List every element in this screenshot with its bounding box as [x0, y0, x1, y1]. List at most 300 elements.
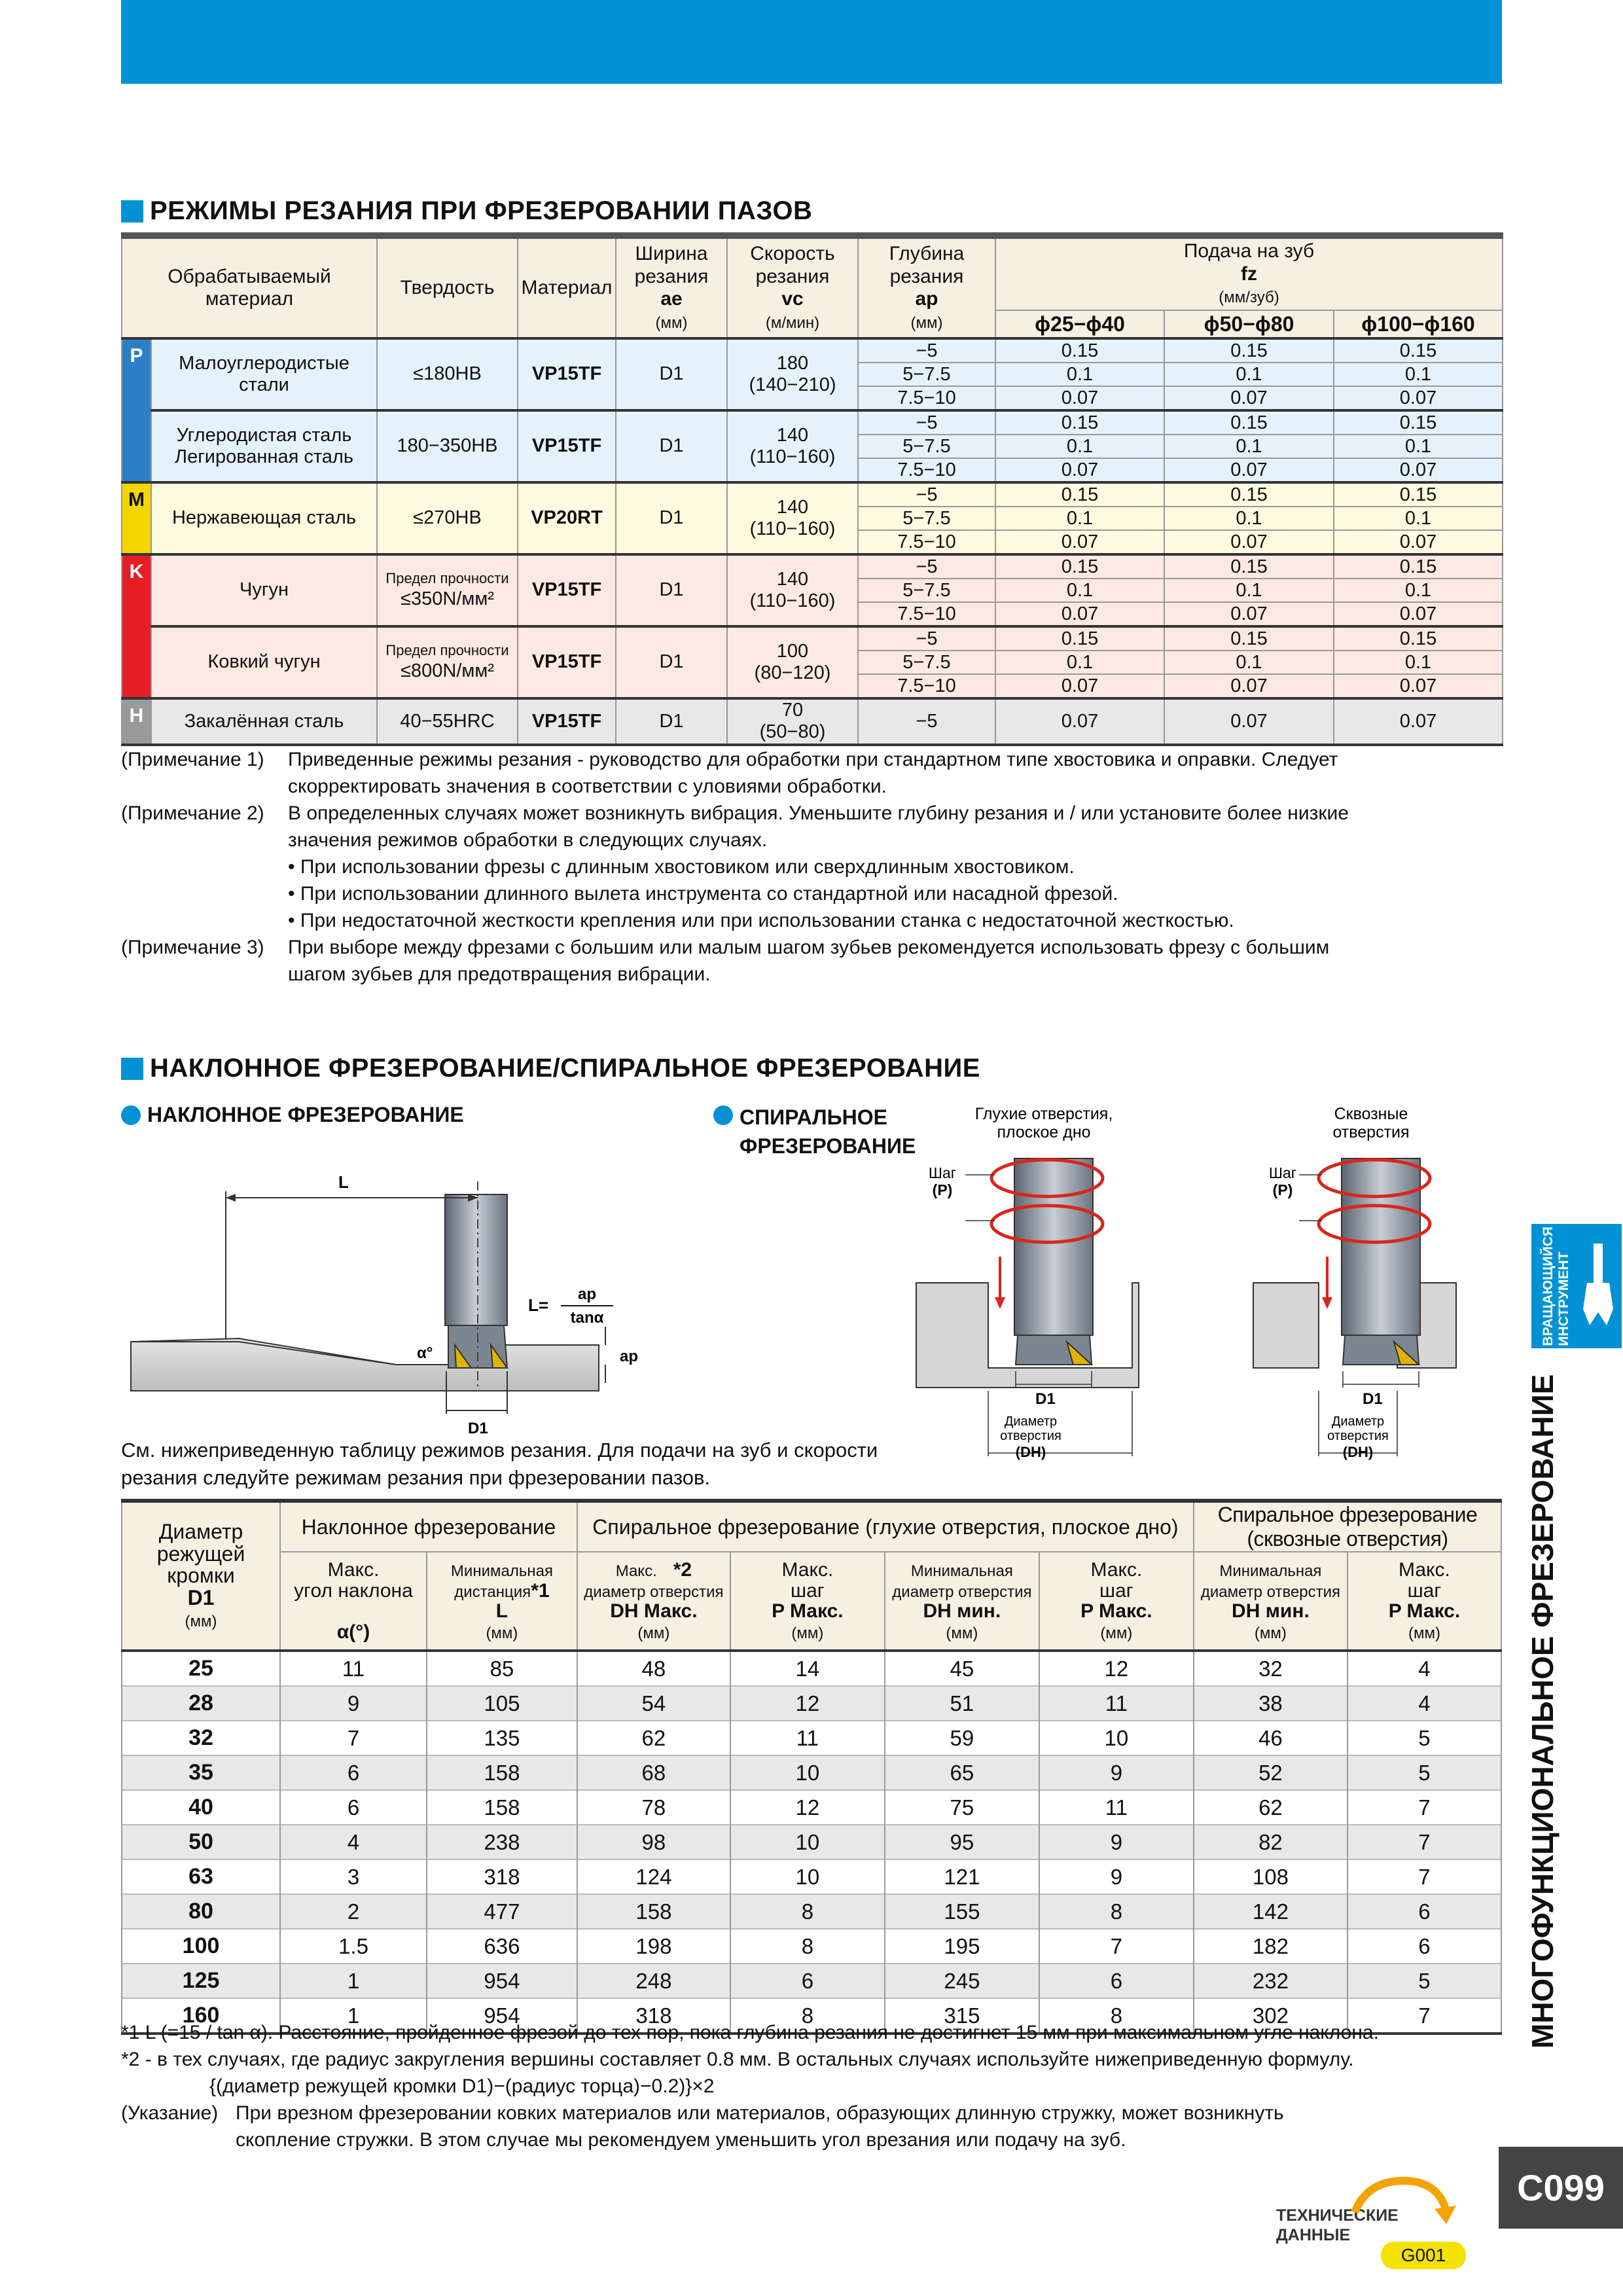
- header-max-dh-blind: [577, 1552, 730, 1651]
- fz-value: 0.15: [1334, 410, 1503, 435]
- t1-data-row: [122, 410, 1503, 435]
- vc-line: (110−160): [749, 518, 836, 539]
- header-max-pitch-blind: [730, 1552, 885, 1651]
- table-cell: 38: [1194, 1686, 1347, 1721]
- table-cell: 121: [885, 1859, 1039, 1894]
- table-cell: 142: [1194, 1894, 1347, 1929]
- grade-value: VP15TF: [518, 626, 616, 698]
- fz-value: 0.1: [1164, 507, 1334, 530]
- hardness-value: [377, 482, 518, 554]
- header-feed-range: ϕ50−ϕ80: [1164, 310, 1334, 338]
- fz-value: 0.1: [1164, 363, 1334, 386]
- table-cell: 75: [885, 1790, 1039, 1825]
- ae-value: D1: [616, 338, 727, 410]
- hole-dia-line1-through: Диаметр: [1331, 1414, 1385, 1429]
- header-speed: [727, 236, 858, 338]
- header-maxp3-symbol: P Макс.: [1388, 1600, 1461, 1622]
- ap-value: −5: [858, 482, 995, 507]
- table-cell: 4: [1347, 1686, 1501, 1721]
- hole-dia-line1-blind: Диаметр: [1004, 1414, 1058, 1429]
- material-name: [151, 626, 377, 698]
- fz-value: 0.15: [1334, 554, 1503, 579]
- fz-value: 0.1: [1334, 507, 1503, 530]
- table-cell: 135: [427, 1721, 577, 1755]
- helical-title-line1: СПИРАЛЬНОЕ: [740, 1105, 887, 1129]
- vc-line: (110−160): [749, 590, 836, 611]
- header-min-dh-through: [1194, 1552, 1347, 1651]
- header-width-line1: Ширина: [635, 243, 708, 264]
- note-line: • При использовании фрезы с длинным хвостовиком или сверхдлинным хвостовиком.: [288, 856, 1075, 878]
- table-cell: 6: [280, 1755, 427, 1790]
- pitch-symbol-blind: (P): [932, 1181, 953, 1198]
- header-width-line2: резания: [634, 265, 709, 287]
- grade-value: VP15TF: [518, 338, 616, 410]
- table-cell: 6: [280, 1790, 427, 1825]
- table-cell: 7: [1039, 1929, 1194, 1964]
- caution-note: [121, 2100, 1502, 2153]
- section-title-text: РЕЖИМЫ РЕЗАНИЯ ПРИ ФРЕЗЕРОВАНИИ ПАЗОВ: [150, 196, 813, 225]
- table-cell: 477: [427, 1894, 577, 1929]
- note-text: [288, 746, 1502, 800]
- material-name: [151, 482, 377, 554]
- vc-value: [727, 626, 858, 698]
- formula-L-label: L=: [528, 1295, 549, 1315]
- header-maxdh-line1: Макс.: [615, 1562, 657, 1580]
- header-ramping: Наклонное фрезерование: [280, 1501, 577, 1552]
- header-depth-line1: Глубина: [889, 243, 965, 264]
- header-feed-range: ϕ25−ϕ40: [995, 310, 1164, 338]
- notes-section1: [121, 746, 1502, 988]
- vc-line: 140: [776, 496, 809, 518]
- table-cell: 7: [1347, 1859, 1501, 1894]
- table-cell: 954: [427, 1964, 577, 1998]
- header-depth-unit: (мм): [910, 314, 943, 332]
- t2-data-row: [122, 1755, 1501, 1790]
- ramping-helical-table: [121, 1499, 1502, 2035]
- material-group-code: P: [122, 338, 151, 482]
- pitch-label-blind: Шаг: [928, 1164, 957, 1181]
- table-cell: 954: [427, 1998, 577, 2034]
- subtitle-ramping: [121, 1103, 464, 1127]
- header-maxdh-symbol: DH Макс.: [610, 1600, 698, 1622]
- header-material-text: Обрабатываемый материал: [168, 265, 331, 310]
- table-cell: 4: [1347, 1651, 1501, 1686]
- header-maxp-line1: Макс.: [781, 1559, 834, 1581]
- formula-denominator: tanα: [570, 1309, 604, 1327]
- fz-value: 0.07: [1334, 530, 1503, 554]
- top-color-bar: [121, 0, 1502, 84]
- table-cell: 7: [1347, 1790, 1501, 1825]
- footer-arrow-icon: [1342, 2173, 1459, 2232]
- ae-value: D1: [616, 698, 727, 745]
- diameter-value: 160: [122, 1998, 280, 2034]
- fz-value: 0.07: [1164, 530, 1334, 554]
- through-caption-line2: отверстия: [1332, 1123, 1410, 1141]
- material-group-code: M: [122, 482, 151, 554]
- section-title-ramping: [121, 1054, 980, 1083]
- header-maxp2-line2: шаг: [1099, 1579, 1133, 1602]
- material-name-line: Нержавеющая сталь: [171, 507, 357, 529]
- header-maxp3-line2: шаг: [1407, 1579, 1442, 1602]
- fz-value: 0.1: [1334, 363, 1503, 386]
- header-mindh-unit: (мм): [946, 1624, 978, 1642]
- fz-value: 0.07: [1164, 458, 1334, 482]
- t2-data-row: [122, 1790, 1501, 1825]
- header-mindh-line1: Минимальная: [910, 1562, 1013, 1580]
- bullet-dot-icon: [121, 1105, 141, 1125]
- sidebar-tab-line2: ИНСТРУМЕНТ: [1556, 1251, 1571, 1346]
- vc-line: (140−210): [749, 374, 836, 395]
- slot-milling-table: [121, 232, 1503, 746]
- fz-value: 0.15: [995, 626, 1164, 651]
- table-cell: 1: [280, 1964, 427, 1998]
- t2-data-row: [122, 1651, 1501, 1686]
- header-maxdh-line2: диаметр отверстия: [584, 1583, 724, 1601]
- ae-value: D1: [616, 554, 727, 626]
- fz-value: 0.1: [1164, 435, 1334, 458]
- subtitle-helical-text: [740, 1103, 916, 1160]
- table-cell: 2: [280, 1894, 427, 1929]
- fz-value: 0.15: [995, 338, 1164, 363]
- header-mindh-line2: диаметр отверстия: [892, 1583, 1032, 1601]
- table-cell: 232: [1194, 1964, 1347, 1998]
- blind-hole-diagram: [916, 1105, 1139, 1460]
- title-square-icon: [121, 1058, 143, 1080]
- note-line: значения режимов обработки в следующих случаях.: [288, 829, 768, 851]
- ap-value: 5−7.5: [858, 435, 995, 458]
- table-cell: 182: [1194, 1929, 1347, 1964]
- ap-value: −5: [858, 410, 995, 435]
- t2-data-row: [122, 1964, 1501, 1998]
- header-angle-symbol: α(°): [336, 1621, 370, 1643]
- vc-line: (110−160): [749, 446, 836, 467]
- ae-value: D1: [616, 410, 727, 482]
- ap-value: 5−7.5: [858, 363, 995, 386]
- t2-data-row: [122, 1929, 1501, 1964]
- hardness-value: [377, 626, 518, 698]
- diameter-value: 63: [122, 1859, 280, 1894]
- table-cell: 318: [577, 1998, 730, 2034]
- material-name: [151, 698, 377, 745]
- through-hole-diagram: [1253, 1105, 1456, 1460]
- ap-value: −5: [858, 626, 995, 651]
- t1-data-row: [122, 338, 1503, 363]
- table-cell: 45: [885, 1651, 1039, 1686]
- subtitle-ramping-text: НАКЛОННОЕ ФРЕЗЕРОВАНИЕ: [147, 1103, 464, 1126]
- table-cell: 10: [730, 1859, 885, 1894]
- table-cell: 98: [577, 1825, 730, 1859]
- footer-tech-line2: ДАННЫЕ: [1276, 2226, 1351, 2244]
- footer-ref-badge[interactable]: G001: [1381, 2242, 1466, 2269]
- section-title-text: НАКЛОННОЕ ФРЕЗЕРОВАНИЕ/СПИРАЛЬНОЕ ФРЕЗЕРОВАНИЕ: [150, 1054, 980, 1083]
- fz-value: 0.1: [1164, 651, 1334, 674]
- fz-value: 0.07: [1164, 674, 1334, 698]
- diameter-value: 35: [122, 1755, 280, 1790]
- grade-value: VP15TF: [518, 554, 616, 626]
- ap-value: −5: [858, 554, 995, 579]
- table-cell: 48: [577, 1651, 730, 1686]
- title-square-icon: [121, 200, 143, 223]
- table-cell: 9: [1039, 1755, 1194, 1790]
- table-cell: 158: [577, 1894, 730, 1929]
- header-max-angle: [280, 1552, 427, 1651]
- table-cell: 11: [280, 1651, 427, 1686]
- hardness-line: ≤800N/мм²: [401, 660, 494, 681]
- caution-label: (Указание): [121, 2102, 219, 2124]
- diameter-value: 28: [122, 1686, 280, 1721]
- header-maxdh-mark: *2: [673, 1559, 692, 1581]
- table-cell: 248: [577, 1964, 730, 1998]
- ap-value: −5: [858, 698, 995, 745]
- t1-data-row: [122, 698, 1503, 745]
- note-text: [288, 934, 1502, 988]
- table-cell: 11: [730, 1721, 885, 1755]
- header-maxp-unit: (мм): [791, 1624, 824, 1642]
- table-cell: 6: [1347, 1929, 1501, 1964]
- bullet-dot-icon: [713, 1105, 733, 1125]
- table-cell: 10: [730, 1825, 885, 1859]
- note-label: (Примечание 2): [121, 802, 264, 824]
- hardness-value: [377, 698, 518, 745]
- diameter-value: 32: [122, 1721, 280, 1755]
- material-name: [151, 554, 377, 626]
- vc-value: [727, 698, 858, 745]
- header-mindist-mark: *1: [531, 1579, 550, 1602]
- ap-value: 7.5−10: [858, 602, 995, 626]
- sidebar-tab-text: [1541, 1227, 1572, 1346]
- fz-value: 0.07: [1164, 386, 1334, 410]
- table-cell: 7: [1347, 1998, 1501, 2034]
- fz-value: 0.15: [995, 482, 1164, 507]
- header-mindh2-unit: (мм): [1254, 1624, 1287, 1642]
- helical-diagram: [897, 1100, 1472, 1466]
- table-cell: 4: [280, 1825, 427, 1859]
- t1-data-row: [122, 554, 1503, 579]
- header-dia-line3: кромки: [167, 1564, 235, 1588]
- header-min-dh-blind: [885, 1552, 1039, 1651]
- table-cell: 7: [1347, 1825, 1501, 1859]
- caution-text: [236, 2100, 1284, 2153]
- diameter-value: 40: [122, 1790, 280, 1825]
- fz-value: 0.1: [995, 363, 1164, 386]
- material-name-line: Ковкий чугун: [207, 651, 321, 673]
- t2-data-row: [122, 1894, 1501, 1929]
- material-name-line: Закалённая сталь: [184, 710, 344, 732]
- fz-value: 0.07: [1334, 674, 1503, 698]
- header-width-unit: (мм): [655, 314, 688, 332]
- note-label: (Примечание 3): [121, 937, 264, 958]
- hardness-line: Предел прочности: [385, 642, 509, 659]
- ae-value: D1: [616, 626, 727, 698]
- grade-value: VP20RT: [518, 482, 616, 554]
- pitch-symbol-through: (P): [1272, 1181, 1293, 1198]
- ae-value: D1: [616, 482, 727, 554]
- d1-label: D1: [468, 1420, 488, 1437]
- table-cell: 195: [885, 1929, 1039, 1964]
- fz-value: 0.15: [1164, 626, 1334, 651]
- header-maxp-symbol: P Макс.: [772, 1600, 844, 1622]
- header-speed-symbol: vc: [781, 288, 804, 310]
- fz-value: 0.15: [1164, 338, 1334, 363]
- vc-line: (50−80): [759, 721, 826, 743]
- table-cell: 1: [280, 1998, 427, 2034]
- ap-value: 7.5−10: [858, 458, 995, 482]
- header-mindist-symbol: L: [495, 1600, 508, 1622]
- table-cell: 5: [1347, 1721, 1501, 1755]
- header-maxp2-symbol: P Макс.: [1080, 1600, 1152, 1622]
- hole-dia-line3-through: (DH): [1342, 1444, 1374, 1460]
- material-name-line: Чугун: [240, 579, 289, 601]
- header-mindist-unit: (мм): [486, 1624, 518, 1642]
- vc-line: (80−120): [754, 662, 831, 683]
- grade-value: VP15TF: [518, 698, 616, 745]
- table-cell: 10: [730, 1755, 885, 1790]
- table-cell: 105: [427, 1686, 577, 1721]
- caution-line2: скопление стружки. В этом случае мы рекомендуем уменьшить угол врезания или подачу на зуб.: [236, 2129, 1126, 2151]
- diameter-value: 80: [122, 1894, 280, 1929]
- hardness-value: [377, 554, 518, 626]
- formula-numerator: ap: [577, 1285, 597, 1303]
- header-maxp2-line1: Макс.: [1090, 1559, 1143, 1581]
- material-name-line: Углеродистая сталь: [176, 424, 352, 446]
- note-text: [288, 800, 1502, 934]
- pitch-label-through: Шаг: [1268, 1164, 1297, 1181]
- fz-value: 0.1: [1334, 651, 1503, 674]
- table-cell: 14: [730, 1651, 885, 1686]
- table-cell: 8: [730, 1998, 885, 2034]
- header-max-pitch-blind-2: [1039, 1552, 1194, 1651]
- fz-value: 0.07: [1164, 698, 1334, 745]
- hardness-value: [377, 410, 518, 482]
- fz-value: 0.1: [1334, 435, 1503, 458]
- hole-dia-line3-blind: (DH): [1015, 1444, 1046, 1460]
- table-cell: 8: [1039, 1894, 1194, 1929]
- header-angle-line2: угол наклона: [294, 1579, 413, 1602]
- d1-label-through: D1: [1363, 1390, 1383, 1408]
- material-group-code: K: [122, 554, 151, 698]
- table-cell: 65: [885, 1755, 1039, 1790]
- t2-data-row: [122, 1721, 1501, 1755]
- table-cell: 315: [885, 1998, 1039, 2034]
- diameter-value: 100: [122, 1929, 280, 1964]
- table-cell: 155: [885, 1894, 1039, 1929]
- table-cell: 318: [427, 1859, 577, 1894]
- table-cell: 59: [885, 1721, 1039, 1755]
- header-dia-unit: (мм): [185, 1613, 217, 1631]
- table-cell: 108: [1194, 1859, 1347, 1894]
- fz-value: 0.1: [1164, 579, 1334, 602]
- vc-value: [727, 554, 858, 626]
- table-cell: 9: [1039, 1825, 1194, 1859]
- fz-value: 0.07: [1334, 458, 1503, 482]
- fz-value: 0.15: [995, 410, 1164, 435]
- header-maxp2-unit: (мм): [1100, 1624, 1133, 1642]
- table-cell: 158: [427, 1755, 577, 1790]
- hole-dia-line2-blind: отверстия: [1000, 1429, 1061, 1443]
- diameter-value: 125: [122, 1964, 280, 1998]
- footnotes: [121, 2019, 1502, 2153]
- fz-value: 0.07: [1164, 602, 1334, 626]
- table-cell: 78: [577, 1790, 730, 1825]
- ramping-diagram: [121, 1155, 658, 1437]
- hardness-line: ≤270HB: [413, 507, 482, 529]
- header-grade: Материал: [518, 236, 616, 338]
- fz-value: 0.15: [1334, 338, 1503, 363]
- table-cell: 6: [1347, 1894, 1501, 1929]
- fz-value: 0.15: [1164, 554, 1334, 579]
- sidebar-tab-rotating-tool[interactable]: [1531, 1224, 1622, 1348]
- blind-caption-line2: плоское дно: [997, 1123, 1091, 1141]
- ap-value: 7.5−10: [858, 386, 995, 410]
- t1-header-row1: [122, 236, 1503, 310]
- table-cell: 68: [577, 1755, 730, 1790]
- fz-value: 0.15: [1164, 410, 1334, 435]
- table-cell: 238: [427, 1825, 577, 1859]
- ap-value: −5: [858, 338, 995, 363]
- fz-value: 0.07: [995, 386, 1164, 410]
- ap-value: 7.5−10: [858, 674, 995, 698]
- material-name-line: Легированная сталь: [175, 446, 353, 467]
- vc-line: 180: [776, 352, 809, 374]
- header-feed-symbol: fz: [1241, 262, 1257, 285]
- fz-value: 0.07: [995, 698, 1164, 745]
- fz-value: 0.07: [1334, 602, 1503, 626]
- table-cell: 54: [577, 1686, 730, 1721]
- material-name: [151, 338, 377, 410]
- ap-label: ap: [620, 1348, 639, 1365]
- header-dia-symbol: D1: [187, 1585, 215, 1609]
- hardness-line: 180−350HB: [397, 435, 498, 457]
- header-mindh2-symbol: DH мин.: [1232, 1600, 1310, 1622]
- fz-value: 0.15: [1334, 626, 1503, 651]
- table-cell: 11: [1039, 1790, 1194, 1825]
- header-maxp3-line1: Макс.: [1399, 1559, 1450, 1581]
- table-cell: 85: [427, 1651, 577, 1686]
- material-name-line: стали: [239, 374, 289, 395]
- footer-tech-line1: ТЕХНИЧЕСКИЕ: [1276, 2206, 1399, 2225]
- diameter-value: 25: [122, 1651, 280, 1686]
- fz-value: 0.07: [1334, 386, 1503, 410]
- section-title-slot-milling: [121, 196, 812, 226]
- footnote-formula: {(диаметр режущей кромки D1)−(радиус торца)−0.2)}×2: [209, 2075, 715, 2097]
- fz-value: 0.07: [1334, 698, 1503, 745]
- table-cell: 46: [1194, 1721, 1347, 1755]
- header-width: [616, 236, 727, 338]
- table-cell: 62: [577, 1721, 730, 1755]
- through-caption-line1: Сквозные: [1334, 1105, 1408, 1123]
- table-cell: 5: [1347, 1755, 1501, 1790]
- table-cell: 52: [1194, 1755, 1347, 1790]
- fz-value: 0.15: [1334, 482, 1503, 507]
- header-maxdh-unit: (мм): [637, 1624, 670, 1642]
- table-cell: 124: [577, 1859, 730, 1894]
- table-cell: 3: [280, 1859, 427, 1894]
- d1-label-blind: D1: [1035, 1390, 1056, 1408]
- note-line: При выборе между фрезами с большим или малым шагом зубьев рекомендуется использовать фрезу с большим: [288, 937, 1330, 958]
- header-speed-line1: Скорость: [750, 243, 835, 264]
- header-depth-line2: резания: [889, 265, 964, 287]
- subtitle-helical: [713, 1103, 916, 1160]
- header-diameter: [122, 1501, 280, 1651]
- t2-data-row: [122, 1825, 1501, 1859]
- header-material: [122, 236, 377, 338]
- header-max-pitch-through: [1347, 1552, 1501, 1651]
- hole-dia-line2-through: отверстия: [1327, 1429, 1389, 1443]
- blind-caption-line1: Глухие отверстия,: [974, 1105, 1113, 1123]
- table-cell: 12: [730, 1790, 885, 1825]
- fz-value: 0.1: [995, 435, 1164, 458]
- t2-data-row: [122, 1686, 1501, 1721]
